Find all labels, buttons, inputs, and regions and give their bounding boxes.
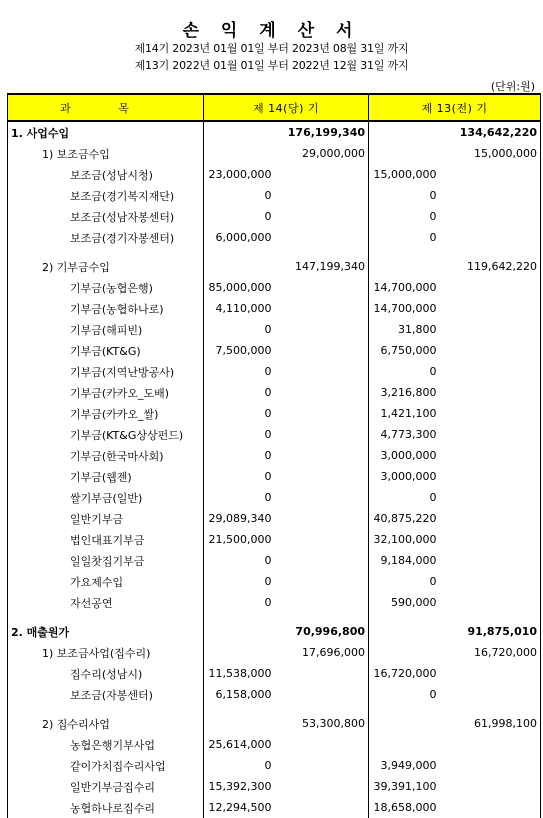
prior-subtotal-amount (440, 776, 541, 797)
prior-subtotal-amount (440, 185, 541, 206)
current-subtotal-amount (275, 529, 369, 550)
prior-detail-amount: 15,000,000 (373, 168, 437, 181)
table-row (8, 529, 541, 550)
row-label: 1. 사업수입 (8, 121, 204, 143)
current-subtotal-amount (275, 227, 369, 248)
table-row (8, 256, 541, 277)
row-label: 기부금(한국마사회) (8, 445, 204, 466)
row-label: 농협은행기부사업 (8, 734, 204, 755)
current-detail-amount: 4,110,000 (215, 302, 272, 315)
spacer-row (8, 705, 541, 713)
current-subtotal-amount (275, 776, 369, 797)
current-subtotal-amount (275, 613, 369, 621)
row-label: 기부금(KT&G상상펀드) (8, 424, 204, 445)
prior-detail-amount: 0 (429, 231, 437, 244)
current-detail-amount: 29,089,340 (208, 512, 272, 525)
prior-subtotal-amount: 119,642,220 (440, 256, 541, 277)
table-row (8, 382, 541, 403)
table-row (8, 185, 541, 206)
table-row (8, 206, 541, 227)
current-subtotal-amount (275, 164, 369, 185)
current-detail-amount: 12,294,500 (208, 801, 272, 814)
table-row (8, 642, 541, 663)
current-detail-amount: 0 (264, 407, 272, 420)
current-detail-amount (204, 256, 275, 277)
current-subtotal-amount (275, 684, 369, 705)
row-label: 일반기부금집수리 (8, 776, 204, 797)
row-label: 기부금(웹젠) (8, 466, 204, 487)
row-label: 기부금(농협하나로) (8, 298, 204, 319)
prior-detail-amount: 0 (429, 210, 437, 223)
row-label: 1) 보조금수입 (8, 143, 204, 164)
prior-subtotal-amount (440, 613, 541, 621)
prior-detail-amount: 0 (429, 189, 437, 202)
prior-detail-amount (369, 705, 440, 713)
row-label: 2) 집수리사업 (8, 713, 204, 734)
spacer-row (8, 613, 541, 621)
current-subtotal-amount (275, 445, 369, 466)
table-row (8, 121, 541, 143)
prior-subtotal-amount (440, 206, 541, 227)
prior-subtotal-amount (440, 487, 541, 508)
current-detail-amount: 15,392,300 (208, 780, 272, 793)
current-detail-amount (204, 705, 275, 713)
row-label: 보조금(자봉센터) (8, 684, 204, 705)
table-row (8, 571, 541, 592)
prior-subtotal-amount (440, 466, 541, 487)
prior-subtotal-amount (440, 361, 541, 382)
row-label: 2) 기부금수입 (8, 256, 204, 277)
table-row (8, 734, 541, 755)
table-row (8, 621, 541, 642)
prior-detail-amount: 32,100,000 (373, 533, 437, 546)
table-row (8, 776, 541, 797)
row-label: 기부금(카카오_쌀) (8, 403, 204, 424)
table-row (8, 713, 541, 734)
current-detail-amount (204, 248, 275, 256)
current-detail-amount (204, 121, 275, 143)
row-label: 보조금(성남자봉센터) (8, 206, 204, 227)
row-label: 1) 보조금사업(집수리) (8, 642, 204, 663)
row-label: 보조금(경기자봉센터) (8, 227, 204, 248)
income-statement-table (7, 93, 541, 818)
prior-detail-amount: 0 (429, 575, 437, 588)
current-detail-amount: 0 (264, 210, 272, 223)
current-detail-amount: 21,500,000 (208, 533, 272, 546)
current-subtotal-amount (275, 382, 369, 403)
current-detail-amount: 0 (264, 596, 272, 609)
current-subtotal-amount (275, 592, 369, 613)
current-subtotal-amount (275, 361, 369, 382)
prior-subtotal-amount: 91,875,010 (440, 621, 541, 642)
prior-detail-amount (369, 256, 440, 277)
statement-body (8, 121, 541, 818)
current-detail-amount: 0 (264, 491, 272, 504)
prior-detail-amount: 16,720,000 (373, 667, 437, 680)
current-detail-amount: 0 (264, 554, 272, 567)
current-subtotal-amount (275, 487, 369, 508)
current-detail-amount (204, 143, 275, 164)
prior-detail-amount: 18,658,000 (373, 801, 437, 814)
period-prior: 제13기 2022년 01월 01일 부터 2022년 12월 31일 까지 (134, 59, 409, 72)
prior-subtotal-amount (440, 663, 541, 684)
current-subtotal-amount: 17,696,000 (275, 642, 369, 663)
prior-detail-amount: 9,184,000 (380, 554, 437, 567)
table-row (8, 684, 541, 705)
current-subtotal-amount: 29,000,000 (275, 143, 369, 164)
row-label: 일반기부금 (8, 508, 204, 529)
prior-subtotal-amount (440, 277, 541, 298)
row-label: 일일찻집기부금 (8, 550, 204, 571)
current-subtotal-amount: 70,996,800 (275, 621, 369, 642)
current-subtotal-amount: 147,199,340 (275, 256, 369, 277)
row-label: 법인대표기부금 (8, 529, 204, 550)
prior-detail-amount: 0 (429, 491, 437, 504)
table-row (8, 445, 541, 466)
table-row (8, 319, 541, 340)
prior-detail-amount: 3,949,000 (380, 759, 437, 772)
prior-subtotal-amount (440, 403, 541, 424)
prior-subtotal-amount: 61,998,100 (440, 713, 541, 734)
current-detail-amount (204, 642, 275, 663)
current-detail-amount: 0 (264, 365, 272, 378)
prior-subtotal-amount (440, 705, 541, 713)
prior-detail-amount: 3,000,000 (380, 449, 437, 462)
row-label (8, 705, 204, 713)
current-detail-amount: 7,500,000 (215, 344, 272, 357)
current-detail-amount: 0 (264, 323, 272, 336)
row-label: 기부금(KT&G) (8, 340, 204, 361)
row-label: 2. 매출원가 (8, 621, 204, 642)
row-label: 쌀기부금(일반) (8, 487, 204, 508)
prior-subtotal-amount (440, 248, 541, 256)
prior-detail-amount (369, 248, 440, 256)
prior-subtotal-amount (440, 592, 541, 613)
current-subtotal-amount (275, 550, 369, 571)
current-detail-amount (204, 613, 275, 621)
table-row (8, 227, 541, 248)
statement-title: 손 익 계 산 서 (182, 21, 361, 41)
current-subtotal-amount (275, 734, 369, 755)
prior-detail-amount: 14,700,000 (373, 281, 437, 294)
spacer-row (8, 248, 541, 256)
prior-detail-amount (369, 642, 440, 663)
period-current: 제14기 2023년 01월 01일 부터 2023년 08월 31일 까지 (134, 42, 409, 55)
row-label: 기부금(지역난방공사) (8, 361, 204, 382)
current-subtotal-amount (275, 705, 369, 713)
current-detail-amount: 0 (264, 189, 272, 202)
current-detail-amount: 6,000,000 (215, 231, 272, 244)
prior-subtotal-amount (440, 340, 541, 361)
current-subtotal-amount (275, 248, 369, 256)
prior-detail-amount: 0 (429, 688, 437, 701)
current-subtotal-amount (275, 508, 369, 529)
current-subtotal-amount (275, 403, 369, 424)
row-label: 농협하나로집수리 (8, 797, 204, 818)
prior-subtotal-amount (440, 382, 541, 403)
prior-subtotal-amount: 15,000,000 (440, 143, 541, 164)
prior-detail-amount: 1,421,100 (380, 407, 437, 420)
table-row (8, 550, 541, 571)
prior-subtotal-amount (440, 684, 541, 705)
current-subtotal-amount (275, 424, 369, 445)
prior-detail-amount: 0 (429, 365, 437, 378)
prior-subtotal-amount (440, 319, 541, 340)
table-row (8, 424, 541, 445)
prior-detail-amount (369, 121, 440, 143)
header-current: 제 14(당) 기 (204, 94, 369, 121)
prior-subtotal-amount (440, 755, 541, 776)
current-detail-amount: 6,158,000 (215, 688, 272, 701)
current-subtotal-amount (275, 663, 369, 684)
current-subtotal-amount: 176,199,340 (275, 121, 369, 143)
current-subtotal-amount (275, 277, 369, 298)
row-label: 자선공연 (8, 592, 204, 613)
current-subtotal-amount (275, 797, 369, 818)
prior-subtotal-amount (440, 529, 541, 550)
row-label: 가요제수입 (8, 571, 204, 592)
prior-detail-amount: 31,800 (398, 323, 437, 336)
current-detail-amount: 0 (264, 428, 272, 441)
row-label: 기부금(농협은행) (8, 277, 204, 298)
current-detail-amount: 0 (264, 759, 272, 772)
table-row (8, 361, 541, 382)
current-subtotal-amount (275, 755, 369, 776)
current-detail-amount (204, 713, 275, 734)
table-row (8, 143, 541, 164)
prior-detail-amount: 14,700,000 (373, 302, 437, 315)
table-row (8, 487, 541, 508)
prior-detail-amount (369, 713, 440, 734)
table-row (8, 663, 541, 684)
prior-detail-amount (369, 734, 440, 755)
row-label: 같이가치집수리사업 (8, 755, 204, 776)
prior-subtotal-amount: 16,720,000 (440, 642, 541, 663)
table-row (8, 592, 541, 613)
prior-subtotal-amount (440, 424, 541, 445)
row-label (8, 613, 204, 621)
current-detail-amount: 85,000,000 (208, 281, 272, 294)
current-detail-amount: 25,614,000 (208, 738, 272, 751)
current-detail-amount: 11,538,000 (208, 667, 272, 680)
table-row (8, 403, 541, 424)
prior-subtotal-amount (440, 734, 541, 755)
table-row (8, 797, 541, 818)
table-row (8, 298, 541, 319)
prior-detail-amount (369, 613, 440, 621)
prior-detail-amount: 590,000 (391, 596, 437, 609)
prior-detail-amount: 40,875,220 (373, 512, 437, 525)
current-detail-amount: 23,000,000 (208, 168, 272, 181)
table-row (8, 508, 541, 529)
prior-detail-amount: 3,216,800 (380, 386, 437, 399)
prior-subtotal-amount (440, 227, 541, 248)
current-subtotal-amount (275, 340, 369, 361)
current-detail-amount: 0 (264, 386, 272, 399)
row-label: 보조금(성남시청) (8, 164, 204, 185)
current-subtotal-amount (275, 206, 369, 227)
current-detail-amount: 0 (264, 575, 272, 588)
header-row (8, 94, 541, 121)
unit-label: (단위:원) (490, 80, 535, 93)
prior-detail-amount (369, 143, 440, 164)
prior-detail-amount: 39,391,100 (373, 780, 437, 793)
current-detail-amount: 0 (264, 449, 272, 462)
current-subtotal-amount (275, 298, 369, 319)
table-row (8, 755, 541, 776)
prior-subtotal-amount (440, 164, 541, 185)
header-item: 과 목 (8, 94, 204, 121)
row-label: 기부금(해피빈) (8, 319, 204, 340)
current-detail-amount: 0 (264, 470, 272, 483)
current-subtotal-amount (275, 466, 369, 487)
prior-subtotal-amount (440, 550, 541, 571)
prior-subtotal-amount: 134,642,220 (440, 121, 541, 143)
row-label (8, 248, 204, 256)
table-row (8, 164, 541, 185)
current-subtotal-amount (275, 571, 369, 592)
table-row (8, 340, 541, 361)
current-subtotal-amount (275, 185, 369, 206)
prior-subtotal-amount (440, 571, 541, 592)
prior-detail-amount: 3,000,000 (380, 470, 437, 483)
prior-subtotal-amount (440, 298, 541, 319)
prior-subtotal-amount (440, 445, 541, 466)
current-detail-amount (204, 621, 275, 642)
table-row (8, 466, 541, 487)
table-row (8, 277, 541, 298)
prior-detail-amount: 6,750,000 (380, 344, 437, 357)
row-label: 집수리(성남시) (8, 663, 204, 684)
prior-subtotal-amount (440, 797, 541, 818)
current-subtotal-amount: 53,300,800 (275, 713, 369, 734)
prior-detail-amount: 4,773,300 (380, 428, 437, 441)
row-label: 보조금(경기복지재단) (8, 185, 204, 206)
current-subtotal-amount (275, 319, 369, 340)
row-label: 기부금(카카오_도배) (8, 382, 204, 403)
header-prior: 제 13(전) 기 (369, 94, 541, 121)
prior-detail-amount (369, 621, 440, 642)
prior-subtotal-amount (440, 508, 541, 529)
